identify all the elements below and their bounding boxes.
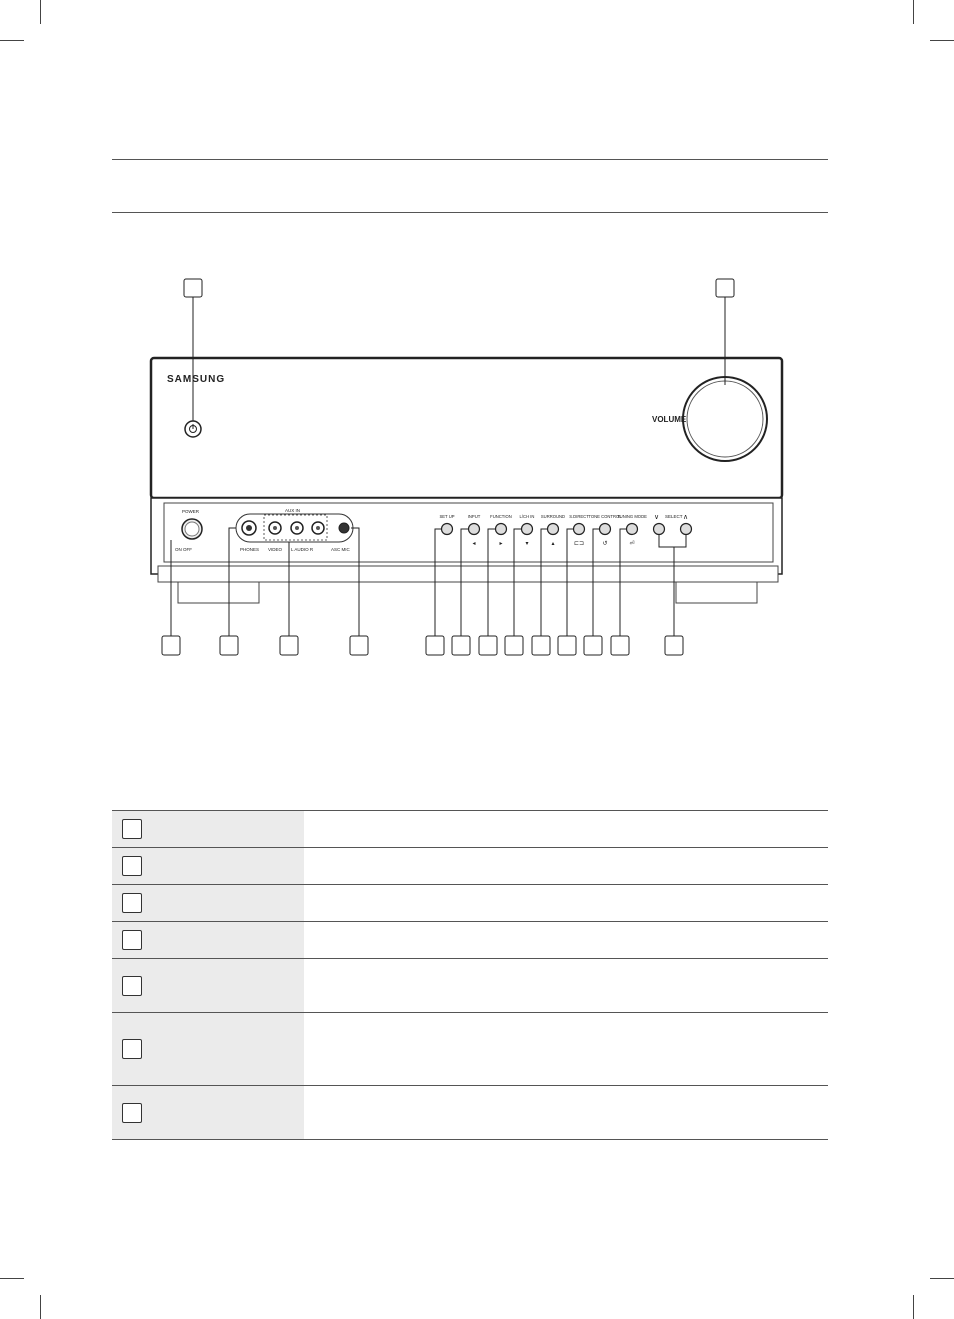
legend-row	[112, 922, 828, 959]
legend-number-box	[122, 976, 142, 996]
callout-box	[716, 279, 734, 297]
legend-number-box	[122, 819, 142, 839]
select-up-symbol: ∧	[683, 514, 689, 521]
callout-box	[505, 636, 523, 655]
legend-number-box	[122, 1039, 142, 1059]
crop-mark	[0, 1278, 24, 1279]
callout-box	[350, 636, 368, 655]
button-symbol: ▾	[525, 541, 529, 547]
callout-box	[479, 636, 497, 655]
crop-mark	[40, 1295, 41, 1319]
callout-box	[162, 636, 180, 655]
bottom-lip	[158, 566, 778, 582]
audio-label: L AUDIO R	[291, 547, 314, 552]
legend-table	[112, 810, 828, 1140]
callout-box	[184, 279, 202, 297]
legend-description	[304, 959, 828, 1013]
function-button[interactable]	[627, 524, 638, 535]
asc-mic-label: ASC MIC	[331, 547, 350, 552]
legend-number-box	[122, 1103, 142, 1123]
button-symbol: ⊏⊐	[573, 541, 585, 547]
function-button[interactable]	[574, 524, 585, 535]
function-button[interactable]	[442, 524, 453, 535]
legend-name-cell	[112, 1086, 304, 1140]
select-down-symbol: ∨	[654, 514, 660, 521]
callout-box	[452, 636, 470, 655]
legend-name-cell	[112, 922, 304, 959]
legend-description	[304, 1086, 828, 1140]
callout-box	[426, 636, 444, 655]
power-state-label: ON OFF	[175, 547, 192, 552]
legend-row	[112, 885, 828, 922]
callout-box	[665, 636, 683, 655]
callout-box	[611, 636, 629, 655]
video-label: VIDEO	[268, 547, 283, 552]
callout-box	[220, 636, 238, 655]
legend-description	[304, 922, 828, 959]
legend-row	[112, 848, 828, 885]
phones-label: PHONES	[240, 547, 260, 552]
callout-box	[558, 636, 576, 655]
select-label: SELECT	[665, 514, 683, 519]
function-button[interactable]	[600, 524, 611, 535]
legend-description	[304, 811, 828, 848]
button-symbol: ▴	[551, 541, 555, 547]
callout-box	[584, 636, 602, 655]
button-symbol: ⏎	[629, 541, 635, 547]
button-label: TUNING MODE	[617, 514, 647, 519]
button-label: FUNCTION	[490, 514, 512, 519]
legend-name-cell	[112, 1013, 304, 1086]
legend-description	[304, 885, 828, 922]
legend-row	[112, 1013, 828, 1086]
legend-name-cell	[112, 811, 304, 848]
select-up-button	[681, 524, 692, 535]
callout-box	[280, 636, 298, 655]
legend-row	[112, 1086, 828, 1140]
legend-description	[304, 848, 828, 885]
legend-name-cell	[112, 959, 304, 1013]
legend-description	[304, 1013, 828, 1086]
legend-row	[112, 959, 828, 1013]
volume-knob	[683, 377, 767, 461]
button-symbol: ↺	[602, 541, 608, 547]
left-foot	[178, 582, 259, 603]
asc-mic-jack	[339, 523, 349, 533]
crop-mark	[930, 1278, 954, 1279]
legend-number-box	[122, 893, 142, 913]
button-label: S.DIRECT	[569, 514, 589, 519]
button-label: SET UP	[439, 514, 455, 519]
button-symbol: ▸	[499, 541, 503, 547]
right-foot	[676, 582, 757, 603]
volume-label: VOLUME	[652, 415, 687, 424]
button-symbol: ◂	[472, 541, 476, 547]
button-label: L/CH IN	[519, 514, 535, 519]
legend-row	[112, 811, 828, 848]
samsung-logo: SAMSUNG	[167, 374, 226, 385]
button-label: TONE CONTROL	[588, 514, 622, 519]
button-label: SURROUND	[540, 514, 566, 519]
legend-name-cell	[112, 885, 304, 922]
function-button[interactable]	[548, 524, 559, 535]
legend-number-box	[122, 930, 142, 950]
callout-box	[532, 636, 550, 655]
legend-number-box	[122, 856, 142, 876]
function-button[interactable]	[496, 524, 507, 535]
function-button[interactable]	[522, 524, 533, 535]
crop-mark	[913, 1295, 914, 1319]
function-button[interactable]	[469, 524, 480, 535]
select-down-button	[654, 524, 665, 535]
legend-name-cell	[112, 848, 304, 885]
power-label: POWER	[182, 509, 200, 514]
button-label: INPUT	[467, 514, 481, 519]
aux-in-label: AUX IN	[285, 508, 301, 513]
